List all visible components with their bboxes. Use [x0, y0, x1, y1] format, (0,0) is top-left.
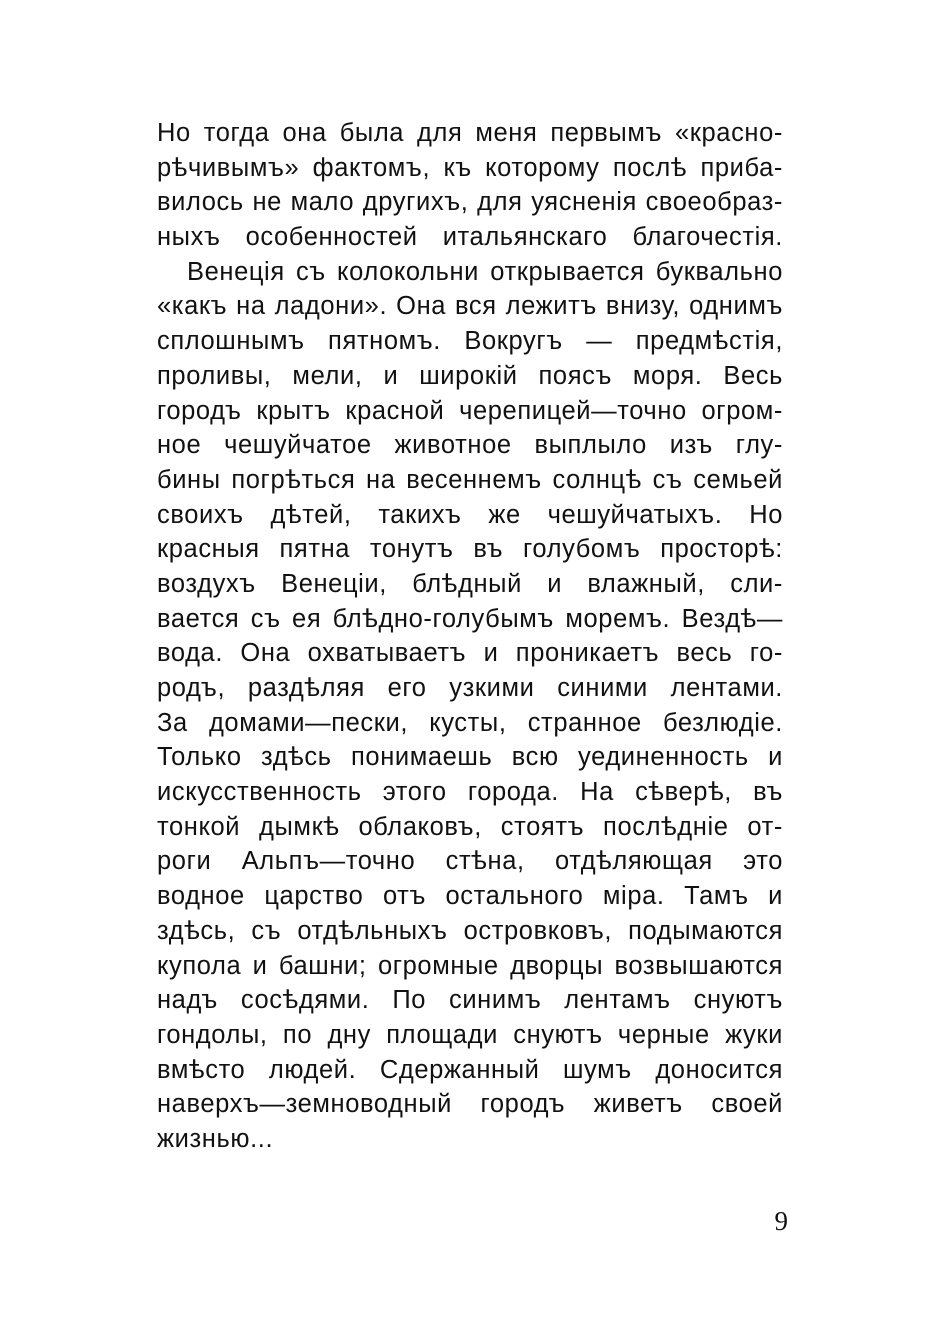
text-line: проливы, мели, и широкій поясъ моря. Весь	[157, 361, 783, 390]
text-line: бины погрѣться на весеннемъ солнцѣ съ семьей	[157, 465, 783, 494]
text-line: Но тогда она была для меня первымъ «красно-	[157, 119, 783, 147]
text-line: вилось не мало другихъ, для уясненія своеобраз-	[157, 188, 783, 217]
text-line: За домами—пески, кусты, странное безлюдіе.	[157, 708, 783, 737]
text-line: ныхъ особенностей итальянскаго благочестія.	[157, 223, 783, 252]
text-line: красныя пятна тонутъ въ голубомъ просторѣ:	[157, 535, 783, 564]
text-line: рѣчивымъ» фактомъ, къ которому послѣ приба-	[157, 153, 783, 182]
text-line: Венеція съ колокольни открывается буквально	[187, 257, 783, 286]
text-line: гондолы, по дну площади снуютъ черные жуки	[157, 1020, 783, 1049]
text-line: своихъ дѣтей, такихъ же чешуйчатыхъ. Но	[157, 500, 783, 529]
text-line: водное царство отъ остального міра. Тамъ и	[157, 882, 783, 911]
text-line: тонкой дымкѣ облаковъ, стоятъ послѣдніе от-	[157, 812, 783, 841]
paragraph-2	[157, 255, 783, 1157]
text-line: Только здѣсь понимаешь всю уединенность и	[157, 743, 783, 772]
text-line: жизнью...	[157, 1124, 274, 1153]
text-line: наверхъ—земноводный городъ живетъ своей	[157, 1090, 783, 1119]
text-line: сплошнымъ пятномъ. Вокругъ — предмѣстія,	[157, 327, 783, 356]
page-number: 9	[774, 1206, 788, 1236]
text-line: купола и башни; огромные дворцы возвышаются	[157, 951, 783, 980]
text-line: вмѣсто людей. Сдержанный шумъ доносится	[157, 1055, 783, 1084]
text-line: здѣсь, съ отдѣльныхъ островковъ, подымаются	[157, 916, 783, 945]
text-line: надъ сосѣдями. По синимъ лентамъ снуютъ	[157, 986, 783, 1015]
text-line: ное чешуйчатое животное выплыло изъ глу-	[157, 431, 783, 460]
text-line: городъ крытъ красной черепицей—точно огром-	[157, 396, 783, 425]
body-text	[157, 116, 783, 1157]
text-line: воздухъ Венеціи, блѣдный и влажный, сли-	[157, 569, 783, 598]
text-line: родъ, раздѣляя его узкими синими лентами.	[157, 674, 783, 702]
text-line: искусственность этого города. На сѣверѣ, въ	[157, 778, 783, 807]
text-line: вается съ ея блѣдно-голубымъ моремъ. Вездѣ—	[157, 604, 783, 633]
paragraph-1	[157, 116, 783, 255]
text-line: вода. Она охватываетъ и проникаетъ весь го-	[157, 639, 783, 668]
text-line: «какъ на ладони». Она вся лежитъ внизу, однимъ	[157, 292, 783, 321]
text-line: роги Альпъ—точно стѣна, отдѣляющая это	[157, 847, 783, 876]
